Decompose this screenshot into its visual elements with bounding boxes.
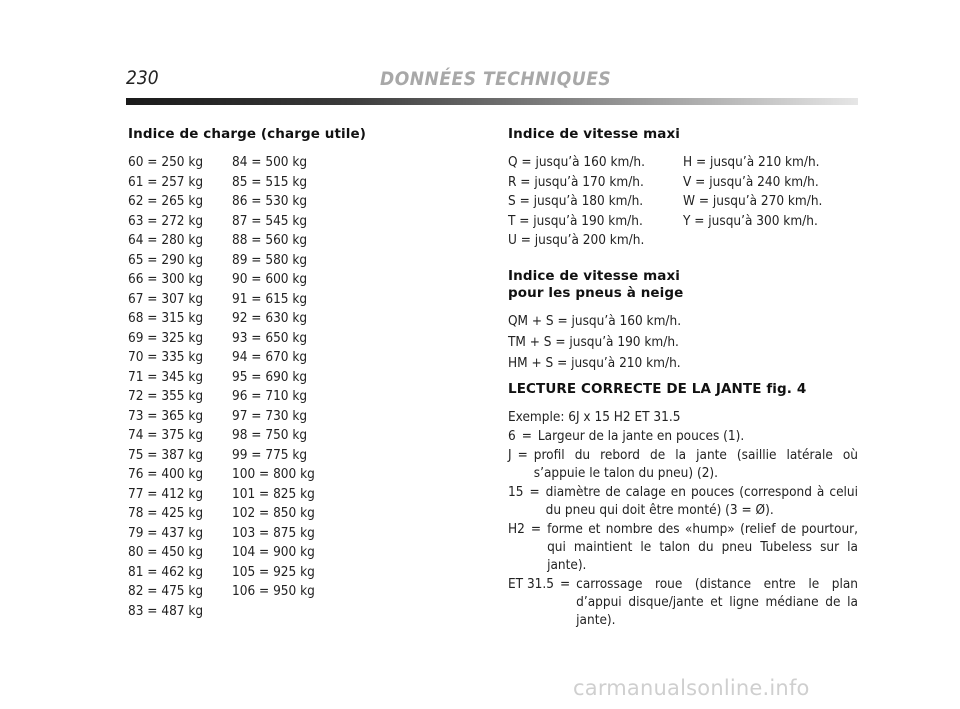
speed-index-row: R = jusqu’à 170 km/h.: [508, 173, 644, 190]
load-index-column-2: [232, 153, 336, 621]
rim-definition-row: [508, 483, 858, 519]
load-index-row: 70 = 335 kg: [128, 349, 204, 365]
load-index-row: 85 = 515 kg: [232, 173, 308, 190]
load-index-column-1: [128, 153, 232, 621]
snow-speed-index-row: TM + S = jusqu’à 190 km/h.: [508, 334, 679, 350]
load-index-row: 75 = 387 kg: [128, 446, 204, 463]
load-index-row: 84 = 500 kg: [232, 154, 308, 170]
load-index-row: 73 = 365 kg: [128, 407, 204, 424]
load-index-row: 62 = 265 kg: [128, 193, 204, 209]
speed-index-row: U = jusqu’à 200 km/h.: [508, 232, 645, 248]
rim-definition-key: ET 31.5: [508, 576, 554, 592]
load-index-row: 105 = 925 kg: [232, 563, 315, 580]
rim-reading-section: [508, 381, 858, 630]
speed-index-column-2: [683, 153, 858, 251]
load-index-row: 61 = 257 kg: [128, 173, 204, 190]
load-index-row: 103 = 875 kg: [232, 524, 315, 541]
load-index-row: 91 = 615 kg: [232, 290, 308, 307]
speed-index-column-1: [508, 153, 683, 251]
load-index-row: 64 = 280 kg: [128, 232, 204, 248]
speed-index-title: Indice de vitesse maxi: [508, 126, 680, 142]
speed-index-row: S = jusqu’à 180 km/h.: [508, 193, 644, 209]
load-index-row: 81 = 462 kg: [128, 563, 204, 580]
rim-definition-key: H2: [508, 521, 525, 537]
page-header-title: DONNÉES TECHNIQUES: [380, 68, 612, 90]
load-index-row: 94 = 670 kg: [232, 349, 308, 365]
rim-definition-description: carrossage roue (distance entre le plan d’appui disque/jante et ligne médiane de la jante).: [576, 576, 858, 628]
load-index-row: 78 = 425 kg: [128, 505, 204, 521]
load-index-row: 90 = 600 kg: [232, 271, 308, 287]
rim-definition-description: Largeur de la jante en pouces (1).: [537, 428, 745, 444]
speed-index-row: T = jusqu’à 190 km/h.: [508, 212, 643, 229]
load-index-row: 106 = 950 kg: [232, 583, 315, 599]
load-index-row: 101 = 825 kg: [232, 485, 315, 502]
load-index-row: 88 = 560 kg: [232, 232, 308, 248]
load-index-row: 98 = 750 kg: [232, 427, 308, 443]
load-index-row: 97 = 730 kg: [232, 407, 308, 424]
rim-definitions-list: [508, 427, 858, 629]
load-index-title: Indice de charge (charge utile): [128, 126, 367, 142]
speed-index-section: [508, 126, 858, 251]
rim-definition-description: forme et nombre des «hump» (relief de pourtour, qui maintient le talon du pneu Tubeless sur la jante).: [547, 521, 858, 573]
load-index-row: 99 = 775 kg: [232, 446, 308, 463]
load-index-row: 92 = 630 kg: [232, 310, 308, 326]
snow-speed-index-title-line1: Indice de vitesse maxi: [508, 268, 680, 284]
load-index-row: 60 = 250 kg: [128, 154, 204, 170]
load-index-row: 89 = 580 kg: [232, 251, 308, 268]
rim-definition-row: [508, 520, 858, 574]
snow-speed-index-row: HM + S = jusqu’à 210 km/h.: [508, 355, 681, 371]
rim-example: Exemple: 6J x 15 H2 ET 31.5: [508, 409, 681, 425]
load-index-row: 71 = 345 kg: [128, 368, 204, 385]
load-index-row: 83 = 487 kg: [128, 602, 204, 619]
rim-definition-description: diamètre de calage en pouces (correspond à celui du pneu qui doit être monté) (3 = Ø).: [545, 484, 858, 518]
speed-index-row: W = jusqu’à 270 km/h.: [683, 193, 823, 209]
rim-reading-title: LECTURE CORRECTE DE LA JANTE fig. 4: [508, 381, 807, 397]
rim-definition-description: profil du rebord de la jante (saillie latérale où s’appuie le talon du pneu) (2).: [533, 447, 858, 481]
rim-definition-row: [508, 575, 858, 629]
watermark: carmanualsonline.info: [573, 676, 810, 700]
speed-index-row: Y = jusqu’à 300 km/h.: [683, 212, 818, 229]
load-index-row: 63 = 272 kg: [128, 212, 204, 229]
load-index-row: 72 = 355 kg: [128, 388, 204, 404]
load-index-row: 77 = 412 kg: [128, 485, 204, 502]
load-index-row: 93 = 650 kg: [232, 329, 308, 346]
load-index-row: 100 = 800 kg: [232, 466, 315, 482]
snow-speed-index-rows: [508, 311, 858, 374]
rim-definition-row: [508, 446, 858, 482]
load-index-row: 65 = 290 kg: [128, 251, 204, 268]
load-index-row: 74 = 375 kg: [128, 427, 204, 443]
equals-sign: =: [521, 428, 532, 444]
rim-definition-row: [508, 427, 858, 445]
equals-sign: =: [529, 484, 540, 500]
rim-definition-key: 15: [508, 484, 524, 500]
load-index-row: 87 = 545 kg: [232, 212, 308, 229]
page-number: 230: [126, 67, 159, 89]
speed-index-row: V = jusqu’à 240 km/h.: [683, 173, 819, 190]
snow-speed-index-title-line2: pour les pneus à neige: [508, 285, 684, 301]
equals-sign: =: [530, 521, 542, 537]
speed-index-row: H = jusqu’à 210 km/h.: [683, 154, 820, 170]
load-index-row: 82 = 475 kg: [128, 583, 204, 599]
load-index-row: 102 = 850 kg: [232, 505, 315, 521]
snow-speed-index-row: QM + S = jusqu’à 160 km/h.: [508, 313, 682, 329]
snow-speed-index-section: [508, 268, 858, 374]
load-index-row: 104 = 900 kg: [232, 544, 315, 560]
load-index-section: [128, 126, 458, 621]
load-index-row: 67 = 307 kg: [128, 290, 204, 307]
load-index-row: 96 = 710 kg: [232, 388, 308, 404]
load-index-row: 68 = 315 kg: [128, 310, 204, 326]
load-index-row: 76 = 400 kg: [128, 466, 204, 482]
load-index-row: 79 = 437 kg: [128, 524, 204, 541]
load-index-row: 86 = 530 kg: [232, 193, 308, 209]
rim-definition-key: J: [508, 447, 512, 463]
load-index-row: 95 = 690 kg: [232, 368, 308, 385]
equals-sign: =: [559, 576, 571, 592]
load-index-row: 69 = 325 kg: [128, 329, 204, 346]
header-rule: [126, 98, 858, 105]
speed-index-row: Q = jusqu’à 160 km/h.: [508, 154, 645, 170]
rim-definition-key: 6: [508, 428, 516, 444]
load-index-row: 66 = 300 kg: [128, 271, 204, 287]
load-index-row: 80 = 450 kg: [128, 544, 204, 560]
equals-sign: =: [517, 447, 528, 463]
